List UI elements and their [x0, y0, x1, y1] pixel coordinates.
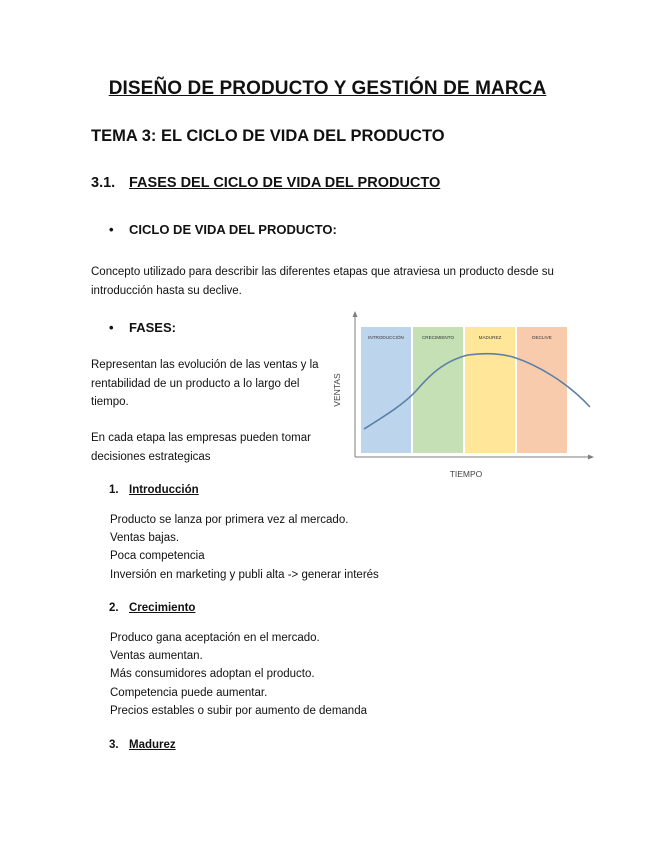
phase-1-title: Introducción: [129, 484, 199, 496]
fases-line: rentabilidad de un producto a lo largo del: [91, 377, 300, 390]
concept-paragraph: [91, 263, 554, 300]
bullet-ciclo-vida: [109, 222, 337, 237]
decisions-line: decisiones estrategicas: [91, 450, 211, 463]
phase-3-number: 3.: [109, 739, 119, 751]
bullet-dot-icon: •: [109, 320, 114, 335]
stage-band: [361, 327, 411, 453]
list-item: Producto se lanza por primera vez al mercado.: [110, 514, 349, 526]
bullet-dot-icon: •: [109, 222, 114, 237]
phase-1-list: [110, 511, 379, 584]
stage-band: [465, 327, 515, 453]
product-life-cycle-chart: [328, 305, 598, 485]
y-axis-arrow: [353, 311, 358, 317]
decisions-line: En cada etapa las empresas pueden tomar: [91, 432, 311, 444]
phase-1-heading: [109, 484, 199, 496]
list-item: Más consumidores adoptan el producto.: [110, 668, 315, 681]
stage-label: MADUREZ: [478, 335, 502, 340]
fases-line: Representan las evolución de las ventas y la: [91, 359, 319, 371]
stage-band: [413, 327, 463, 453]
x-axis-label: TIEMPO: [449, 469, 483, 479]
phase-2-title: Crecimiento: [129, 602, 196, 614]
x-axis-arrow: [588, 455, 594, 460]
topic-heading: TEMA 3: EL CICLO DE VIDA DEL PRODUCTO: [91, 127, 445, 145]
section-title: FASES DEL CICLO DE VIDA DEL PRODUCTO: [129, 175, 441, 191]
stage-label: INTRODUCCIÓN: [368, 335, 404, 340]
section-number: 3.1.: [91, 175, 116, 191]
phase-1-number: 1.: [109, 484, 119, 496]
list-item: Ventas aumentan.: [110, 650, 203, 663]
phase-3-heading: [109, 739, 176, 751]
list-item: Inversión en marketing y publi alta -> generar interés: [110, 568, 379, 581]
fases-line: tiempo.: [91, 396, 129, 408]
phase-2-number: 2.: [109, 602, 119, 614]
decisions-paragraph: [91, 429, 311, 466]
fases-paragraph: [91, 356, 319, 412]
bullet-fases-label: FASES:: [129, 320, 176, 335]
bullet-ciclo-vida-label: CICLO DE VIDA DEL PRODUCTO:: [129, 222, 337, 237]
phase-2-list: [110, 629, 367, 720]
document-title: DISEÑO DE PRODUCTO Y GESTIÓN DE MARCA: [108, 78, 547, 99]
list-item: Poca competencia: [110, 550, 205, 563]
list-item: Competencia puede aumentar.: [110, 686, 268, 699]
section-heading: [91, 175, 440, 191]
y-axis-label: VENTAS: [332, 373, 342, 407]
list-item: Precios estables o subir por aumento de demanda: [110, 704, 367, 717]
concept-line: introducción hasta su declive.: [91, 284, 242, 297]
stage-band: [517, 327, 567, 453]
phase-3-title: Madurez: [129, 739, 176, 751]
list-item: Ventas bajas.: [110, 532, 180, 545]
concept-line: Concepto utilizado para describir las diferentes etapas que atraviesa un producto desde su: [91, 266, 554, 278]
stage-label: CRECIMIENTO: [421, 335, 455, 340]
list-item: Produco gana aceptación en el mercado.: [110, 632, 320, 644]
bullet-fases: [109, 320, 176, 335]
phase-2-heading: [109, 602, 195, 614]
stage-label: DECLIVE: [532, 335, 552, 340]
life-cycle-chart-svg: [328, 305, 598, 485]
